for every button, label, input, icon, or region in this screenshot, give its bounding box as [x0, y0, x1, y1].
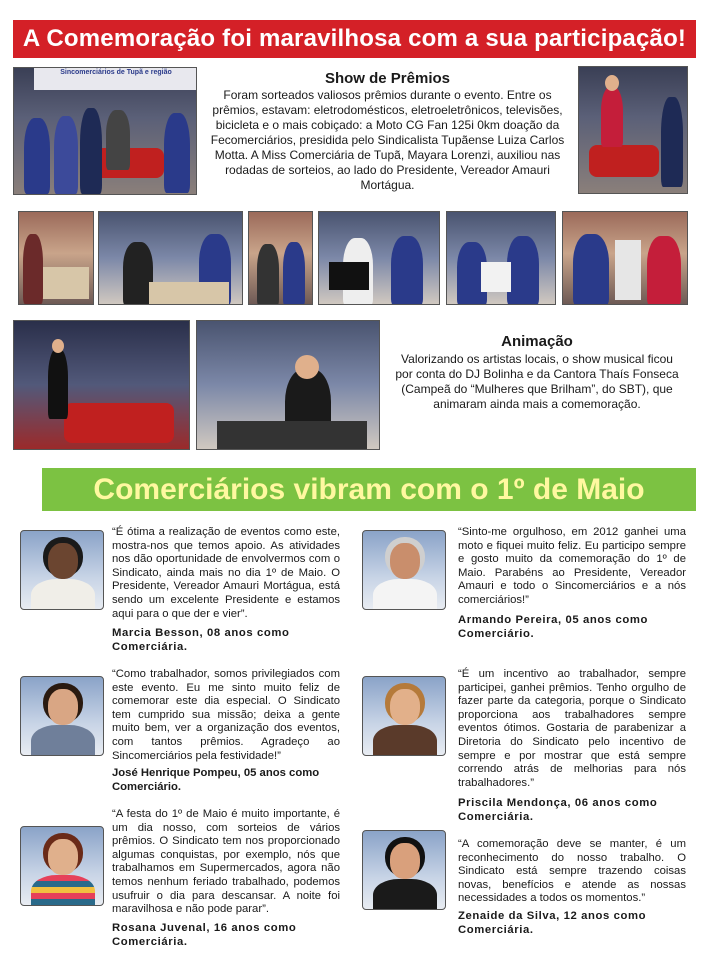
photo-prize-3: [248, 211, 313, 305]
quote-priscila: “É um incentivo ao trabalhador, sempre participei, ganhei prêmios. Tenho orgulho de fazer parte da categoria, porque o Sindicato proporciona aos trabalhadores sempre eventos ótimos. Gostaria de parabenizar a Diretoria do Sindicato pelo incentivo de sempre e por mostrar que está sempre correndo atrás de melhorias para nós trabalhadores.”: [458, 668, 686, 789]
face-shape: [390, 543, 420, 579]
box-shape: [481, 262, 511, 292]
author-jose: José Henrique Pompeu, 05 anos como Comerciário.: [112, 767, 320, 793]
tv-box-shape: [39, 267, 89, 299]
motorcycle-shape: [589, 145, 659, 177]
person-shape: [23, 234, 43, 304]
body-shape: [31, 725, 95, 756]
person-shape: [164, 113, 190, 193]
author-marcia: Marcia Besson, 08 anos como Comerciária.: [112, 627, 290, 653]
section-banner: Comerciários vibram com o 1º de Maio: [42, 468, 696, 511]
show-premios-title: Show de Prêmios: [324, 70, 451, 87]
quote-jose: “Como trabalhador, somos privilegiados com este evento. Eu me sinto muito feliz de comemorar este dia especial. O Sindicato tem cumprido sua missão; deixa a gente muito bem, ver a organização dos eventos, com tantos prêmios. Agradeço ao Sincomerciários pela festividade!”: [112, 668, 340, 762]
person-shape: [507, 236, 539, 305]
person-shape: [257, 244, 279, 305]
dj-table-shape: [217, 421, 367, 450]
person-shape: [54, 116, 78, 194]
body-shape: [373, 725, 437, 756]
person-shape: [391, 236, 423, 305]
portrait-armando: [362, 530, 446, 610]
animacao-body: Valorizando os artistas locais, o show musical ficou por conta do DJ Bolinha e da Cantora Thaís Fonseca (Campeã do “Mulheres que Brilham”, do SBT), que animaram ainda mais a comemoração.: [395, 352, 679, 411]
face-shape: [48, 839, 78, 875]
appliance-shape: [615, 240, 641, 300]
body-shape: [373, 579, 437, 610]
photo-prize-4: [318, 211, 440, 305]
person-shape: [48, 349, 68, 419]
head-shape: [52, 339, 64, 353]
headline-banner: A Comemoração foi maravilhosa com a sua participação!: [13, 20, 696, 58]
face-shape: [48, 543, 78, 579]
event-banner-text: Sincomerciários de Tupã e região: [60, 69, 172, 76]
portrait-zenaide: [362, 830, 446, 910]
portrait-marcia: [20, 530, 104, 610]
photo-dj: [196, 320, 380, 450]
body-shape: [31, 579, 95, 610]
person-shape: [647, 236, 681, 305]
photo-prize-5: [446, 211, 556, 305]
face-shape: [48, 689, 78, 725]
animacao-title: Animação: [501, 333, 573, 350]
quote-armando: “Sinto-me orgulhoso, em 2012 ganhei uma moto e fiquei muito feliz. Eu participo sempre e gosto muito da comemoração do 1º de Maio. Parabéns ao Presidente, Vereador Amauri e todo o Sincomerciários e a nós comerciários!”: [458, 526, 686, 606]
body-shape: [31, 875, 95, 906]
photo-prize-2: [98, 211, 243, 305]
photo-prize-winners: [13, 67, 197, 195]
event-banner: [34, 68, 197, 90]
author-zenaide: Zenaide da Silva, 12 anos como Comerciária.: [458, 910, 647, 936]
author-rosana: Rosana Juvenal, 16 anos como Comerciária.: [112, 922, 297, 948]
portrait-jose: [20, 676, 104, 756]
person-shape: [601, 87, 623, 147]
face-shape: [390, 843, 420, 879]
photo-prize-1: [18, 211, 94, 305]
person-shape: [80, 108, 102, 194]
head-shape: [295, 355, 319, 379]
person-shape: [283, 242, 305, 305]
quote-zenaide: “A comemoração deve se manter, é um reconhecimento do nosso trabalho. O Sindicato está sempre trazendo coisas novas, benefícios e atende as nossas necessidades a todos os momentos.”: [458, 838, 686, 905]
person-shape: [24, 118, 50, 194]
portrait-priscila: [362, 676, 446, 756]
author-armando: Armando Pereira, 05 anos como Comerciário.: [458, 614, 649, 640]
person-shape: [106, 110, 130, 170]
author-priscila: Priscila Mendonça, 06 anos como Comerciária.: [458, 797, 658, 823]
box-shape: [149, 282, 229, 305]
portrait-rosana: [20, 826, 104, 906]
person-shape: [573, 234, 609, 305]
body-shape: [373, 879, 437, 910]
tv-screen-shape: [329, 262, 369, 290]
quote-marcia: “É ótima a realização de eventos como este, mostra-nos que temos apoio. As atividades nos dão oportunidade de envolvermos com o Sindicato, ainda mais no dia 1º de Maio. O Presidente, Vereador Amauri Mortágua, está sendo um excelente Presidente e estamos aqui para o que der e vier”.: [112, 526, 340, 620]
motorcycle-shape: [64, 403, 174, 443]
photo-miss-motorcycle: [578, 66, 688, 194]
photo-singer-stage: [13, 320, 190, 450]
show-premios-body: Foram sorteados valiosos prêmios durante o evento. Entre os prêmios, estavam: eletrodomésticos, eletroeletrônicos, televisões, bicicleta e o mais cobiçado: a Moto CG Fan 125i 0km doação da Fecomerciários, presidida pelo Sindicalista Tupãense Luiza Carlos Motta. A Miss Comerciária de Tupã, Mayara Lorenzi, auxiliou nas rodadas de sorteios, ao lado do Presidente, Vereador Amauri Mortágua.: [210, 88, 565, 192]
quote-rosana: “A festa do 1º de Maio é muito importante, é um dia nosso, com sorteios de vários prêmios. O Sindicato tem nos proporcionado algumas conquistas, por exemplo, nós que trabalhamos em Supermercados, agora não temos nenhum feriado trabalhado, podemos usufruir o dia para descansar. A noite foi maravilhosa e não pode parar”.: [112, 808, 340, 916]
person-shape: [661, 97, 683, 187]
photo-prize-6: [562, 211, 688, 305]
face-shape: [390, 689, 420, 725]
head-shape: [605, 75, 619, 91]
